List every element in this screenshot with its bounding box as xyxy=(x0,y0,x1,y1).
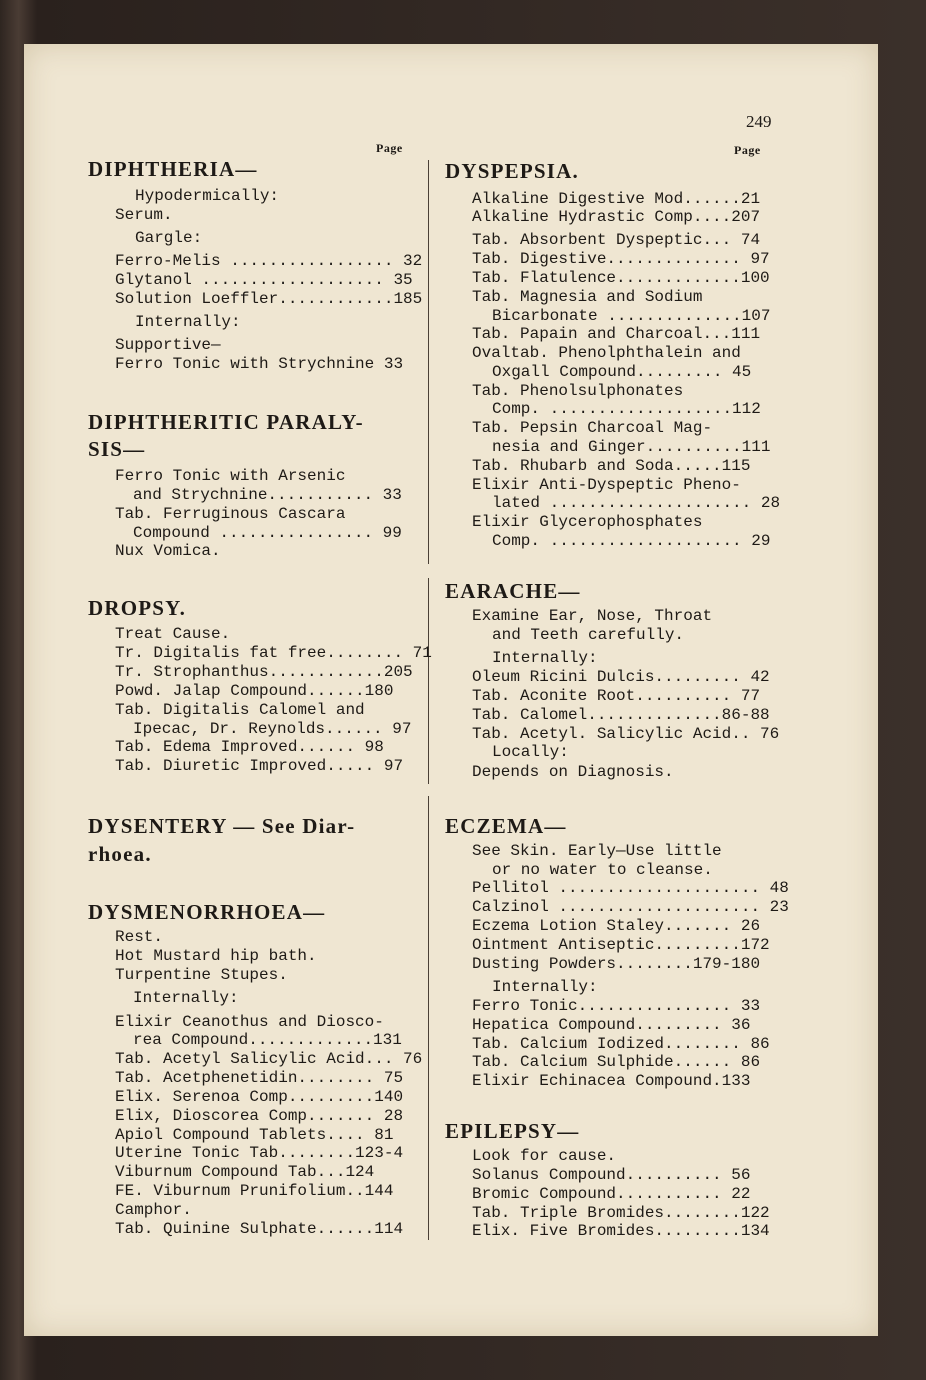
entry-line: Internally: xyxy=(135,313,241,331)
entry-line: Elix, Dioscorea Comp....... 28 xyxy=(115,1107,404,1125)
entry-line: Turpentine Stupes. xyxy=(115,966,288,984)
entry-line: Tr. Strophanthus............205 xyxy=(115,663,413,681)
entry-line: Glytanol ................... 35 xyxy=(115,271,413,289)
entry-heading: EARACHE— xyxy=(445,579,581,603)
entry-line: Treat Cause. xyxy=(115,625,231,643)
entry-line: Tab. Digitalis Calomel and xyxy=(115,701,365,719)
entry-line: Tab. Rhubarb and Soda.....115 xyxy=(472,457,751,475)
entry-line: Tab. Calomel..............86-88 xyxy=(472,706,770,724)
entry-line: Elix. Serenoa Comp.........140 xyxy=(115,1088,404,1106)
entry-line: Powd. Jalap Compound......180 xyxy=(115,682,394,700)
entry-line: Bicarbonate ..............107 xyxy=(492,307,771,325)
entry-line: Ferro Tonic................ 33 xyxy=(472,997,761,1015)
entry-line: Supportive— xyxy=(115,336,221,354)
entry-line: Tab. Magnesia and Sodium xyxy=(472,288,703,306)
entry-line: Oleum Ricini Dulcis......... 42 xyxy=(472,668,770,686)
entry-line: Rest. xyxy=(115,928,164,946)
entry-line: Hypodermically: xyxy=(135,187,280,205)
entry-line: Oxgall Compound......... 45 xyxy=(492,363,752,381)
page-column-label-left: Page xyxy=(376,141,403,155)
entry-line: Comp. ...................112 xyxy=(492,400,761,418)
entry-line: Alkaline Hydrastic Comp....207 xyxy=(472,208,761,226)
entry-heading: DIPHTHERITIC PARALY- xyxy=(88,410,364,434)
entry-heading: EPILEPSY— xyxy=(445,1119,580,1143)
page-number: 249 xyxy=(746,112,772,131)
entry-heading-continued: rhoea. xyxy=(88,842,152,866)
entry-line: Tab. Ferruginous Cascara xyxy=(115,505,346,523)
page-column-label-right: Page xyxy=(734,143,761,157)
entry-line: Ovaltab. Phenolphthalein and xyxy=(472,344,741,362)
entry-line: Tab. Papain and Charcoal...111 xyxy=(472,325,761,343)
entry-line: Apiol Compound Tablets.... 81 xyxy=(115,1126,394,1144)
entry-line: Pellitol ..................... 48 xyxy=(472,879,789,897)
entry-line: Tr. Digitalis fat free........ 71 xyxy=(115,644,432,662)
entry-line: Depends on Diagnosis. xyxy=(472,763,674,781)
entry-line: Look for cause. xyxy=(472,1147,617,1165)
entry-line: Comp. .................... 29 xyxy=(492,532,771,550)
column-rule xyxy=(428,796,429,1240)
entry-line: Tab. Phenolsulphonates xyxy=(472,382,684,400)
entry-line: nesia and Ginger..........111 xyxy=(492,438,771,456)
entry-line: Tab. Diuretic Improved..... 97 xyxy=(115,757,404,775)
entry-line: Hepatica Compound......... 36 xyxy=(472,1016,751,1034)
entry-line: Eczema Lotion Staley....... 26 xyxy=(472,917,761,935)
entry-line: Compound ................ 99 xyxy=(133,524,402,542)
entry-line: and Teeth carefully. xyxy=(492,626,685,644)
entry-line: Alkaline Digestive Mod......21 xyxy=(472,190,761,208)
entry-line: lated ..................... 28 xyxy=(492,494,781,512)
entry-line: or no water to cleanse. xyxy=(492,861,713,879)
entry-line: Tab. Calcium Iodized........ 86 xyxy=(472,1035,770,1053)
entry-line: Elixir Ceanothus and Diosco- xyxy=(115,1013,384,1031)
entry-line: Internally: xyxy=(133,989,239,1007)
entry-line: Tab. Digestive.............. 97 xyxy=(472,250,770,268)
entry-line: Internally: xyxy=(492,978,598,996)
entry-heading: DROPSY. xyxy=(88,596,187,620)
entry-line: and Strychnine........... 33 xyxy=(133,486,402,504)
entry-line: Tab. Acetphenetidin........ 75 xyxy=(115,1069,404,1087)
entry-line: Ferro-Melis ................. 32 xyxy=(115,252,423,270)
entry-line: Nux Vomica. xyxy=(115,542,221,560)
entry-heading: ECZEMA— xyxy=(445,814,567,838)
entry-heading-continued: SIS— xyxy=(88,437,146,461)
entry-line: Gargle: xyxy=(135,229,203,247)
entry-line: Tab. Flatulence.............100 xyxy=(472,269,770,287)
entry-line: Tab. Quinine Sulphate......114 xyxy=(115,1220,404,1238)
entry-line: Elixir Echinacea Compound.133 xyxy=(472,1072,751,1090)
entry-line: Tab. Acetyl. Salicylic Acid.. 76 xyxy=(472,725,780,743)
entry-heading: DYSPEPSIA. xyxy=(445,159,579,183)
entry-line: Serum. xyxy=(115,206,173,224)
entry-line: Examine Ear, Nose, Throat xyxy=(472,607,713,625)
entry-line: Elixir Glycerophosphates xyxy=(472,513,703,531)
entry-line: Uterine Tonic Tab........123-4 xyxy=(115,1144,404,1162)
column-rule xyxy=(428,160,429,564)
entry-line: Elixir Anti-Dyspeptic Pheno- xyxy=(472,476,741,494)
entry-line: Internally: xyxy=(492,649,598,667)
entry-line: Tab. Absorbent Dyspeptic... 74 xyxy=(472,231,761,249)
entry-line: Viburnum Compound Tab...124 xyxy=(115,1163,375,1181)
entry-line: Tab. Pepsin Charcoal Mag- xyxy=(472,419,713,437)
entry-line: Tab. Aconite Root.......... 77 xyxy=(472,687,761,705)
entry-line: Ferro Tonic with Arsenic xyxy=(115,467,346,485)
entry-heading: DYSENTERY — See Diar- xyxy=(88,814,356,838)
entry-line: Tab. Acetyl Salicylic Acid... 76 xyxy=(115,1050,423,1068)
column-rule xyxy=(428,578,429,784)
entry-line: FE. Viburnum Prunifolium..144 xyxy=(115,1182,394,1200)
entry-line: Ipecac, Dr. Reynolds...... 97 xyxy=(133,720,412,738)
entry-line: Dusting Powders........179-180 xyxy=(472,955,761,973)
entry-line: Elix. Five Bromides.........134 xyxy=(472,1222,770,1240)
entry-line: Locally: xyxy=(492,743,569,761)
entry-line: Camphor. xyxy=(115,1201,192,1219)
entry-line: Solution Loeffler............185 xyxy=(115,290,423,308)
entry-line: Tab. Triple Bromides........122 xyxy=(472,1204,770,1222)
entry-line: Solanus Compound.......... 56 xyxy=(472,1166,751,1184)
entry-line: Hot Mustard hip bath. xyxy=(115,947,317,965)
entry-heading: DIPHTHERIA— xyxy=(88,157,258,181)
entry-line: Ferro Tonic with Strychnine 33 xyxy=(115,355,404,373)
entry-line: Tab. Calcium Sulphide...... 86 xyxy=(472,1053,761,1071)
entry-line: See Skin. Early—Use little xyxy=(472,842,722,860)
entry-line: Ointment Antiseptic.........172 xyxy=(472,936,770,954)
entry-line: Calzinol ..................... 23 xyxy=(472,898,789,916)
entry-heading: DYSMENORRHOEA— xyxy=(88,900,326,924)
entry-line: Tab. Edema Improved...... 98 xyxy=(115,738,384,756)
entry-line: rea Compound.............131 xyxy=(133,1031,402,1049)
entry-line: Bromic Compound........... 22 xyxy=(472,1185,751,1203)
